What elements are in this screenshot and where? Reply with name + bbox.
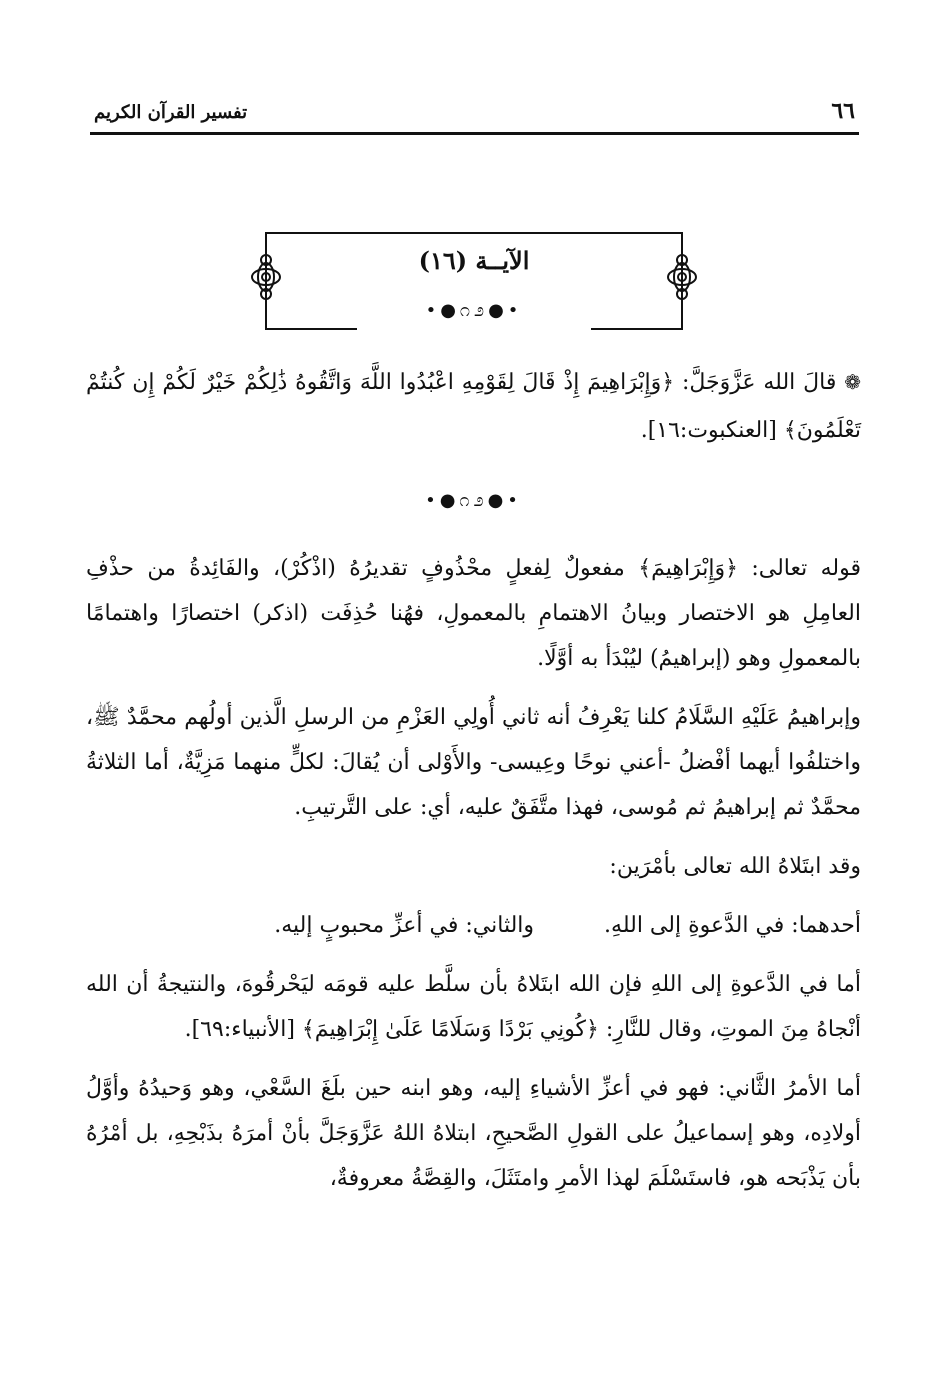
- frame-bottom-left: [265, 328, 357, 330]
- body-text: [86, 546, 861, 1215]
- frame-bottom-right: [591, 328, 683, 330]
- book-title: تفسير القرآن الكريم: [94, 102, 248, 123]
- paragraph-2: وإبراهيمُ عَلَيْهِ السَّلَامُ كلنا يَعْرِفُ أنه ثاني أُولِي العَزْمِ من الرسلِ الَّذين أولُهم محمَّدٌ ﷺ، واختلفُوا أيهما أفْضلُ -أعني نوحًا وعِيسى- والأَوْلى أن يُقالَ: لكلٍّ منهما مَزِيَّةٌ، أما الثلاثةُ محمَّدٌ ثم إبراهيمُ ثم مُوسى، فهذا متَّفَقٌ عليه، أي: على التَّرتيبِ.: [86, 705, 861, 820]
- item-first: أحدهما: في الدَّعوةِ إلى اللهِ.: [604, 913, 861, 938]
- two-items-row: [86, 903, 861, 948]
- paragraph-5: أما الأمرُ الثَّاني: فهو في أعزِّ الأشياءِ إليه، وهو ابنه حين بلَغَ السَّعْي، وهو وَحيدُهُ وأوَّلُ أولادِه، وهو إسماعيلُ على القولِ الصَّحيحِ، ابتلاهُ اللهُ عَزَّوَجَلَّ بأنْ أمرَهُ بذَبْحِهِ، بل أمْرُهُ بأن يَذْبَحه هو، فاستَسْلَمَ لهذا الأمرِ وامتَثَلَ، والقِصَّةُ معروفةٌ،: [86, 1076, 861, 1191]
- flower-ornament-icon: ❁: [844, 370, 861, 394]
- page-header: [90, 96, 859, 135]
- item-second: والثاني: في أعزِّ محبوبٍ إليه.: [274, 913, 535, 938]
- page-number: ٦٦: [831, 98, 855, 124]
- section-divider-ornament: •●೧೨●•: [425, 490, 522, 511]
- ayah-heading: الآيــة (١٦): [418, 246, 530, 275]
- verse-text: قالَ الله عَزَّوَجَلَّ: ﴿وَإِبْرَاهِيمَ إِذْ قَالَ لِقَوْمِهِ اعْبُدُوا اللَّهَ وَاتَّقُوهُ ذَٰلِكُمْ خَيْرٌ لَكُمْ إِن كُنتُمْ تَعْلَمُونَ﴾ [العنكبوت:١٦].: [86, 370, 861, 443]
- frame-top-line: [265, 232, 683, 234]
- verse-paragraph: [86, 358, 861, 455]
- paragraph-4: أما في الدَّعوةِ إلى اللهِ فإن الله ابتَلاهُ بأن سلَّط عليه قومَه ليَحْرقُوهَ، والنتيجةُ أن الله أنْجاهُ مِنَ الموتِ، وقال للنَّارِ: ﴿كُونِي بَرْدًا وَسَلَامًا عَلَىٰ إِبْرَاهِيمَ﴾ [الأنبياء:٦٩].: [86, 972, 861, 1042]
- paragraph-1: قوله تعالى: ﴿وَإِبْرَاهِيمَ﴾ مفعولٌ لِفعلٍ محْذُوفٍ تقديرُهُ (اذْكُرْ)، والفَائِدةُ من حذْفِ العامِلِ هو الاختصار وبيانُ الاهتمامِ بالمعمولِ، فهُنا حُذِفَت (اذكر) اختصارًا واهتمامًا بالمعمولِ وهو (إبراهيمُ) ليُبْدَأ به أوَّلًا.: [86, 556, 861, 671]
- ayah-frame: [265, 232, 683, 330]
- frame-divider-ornament: •●೧೨●•: [425, 300, 523, 321]
- paragraph-3: وقد ابتَلاهُ الله تعالى بأمْرَين:: [609, 854, 861, 879]
